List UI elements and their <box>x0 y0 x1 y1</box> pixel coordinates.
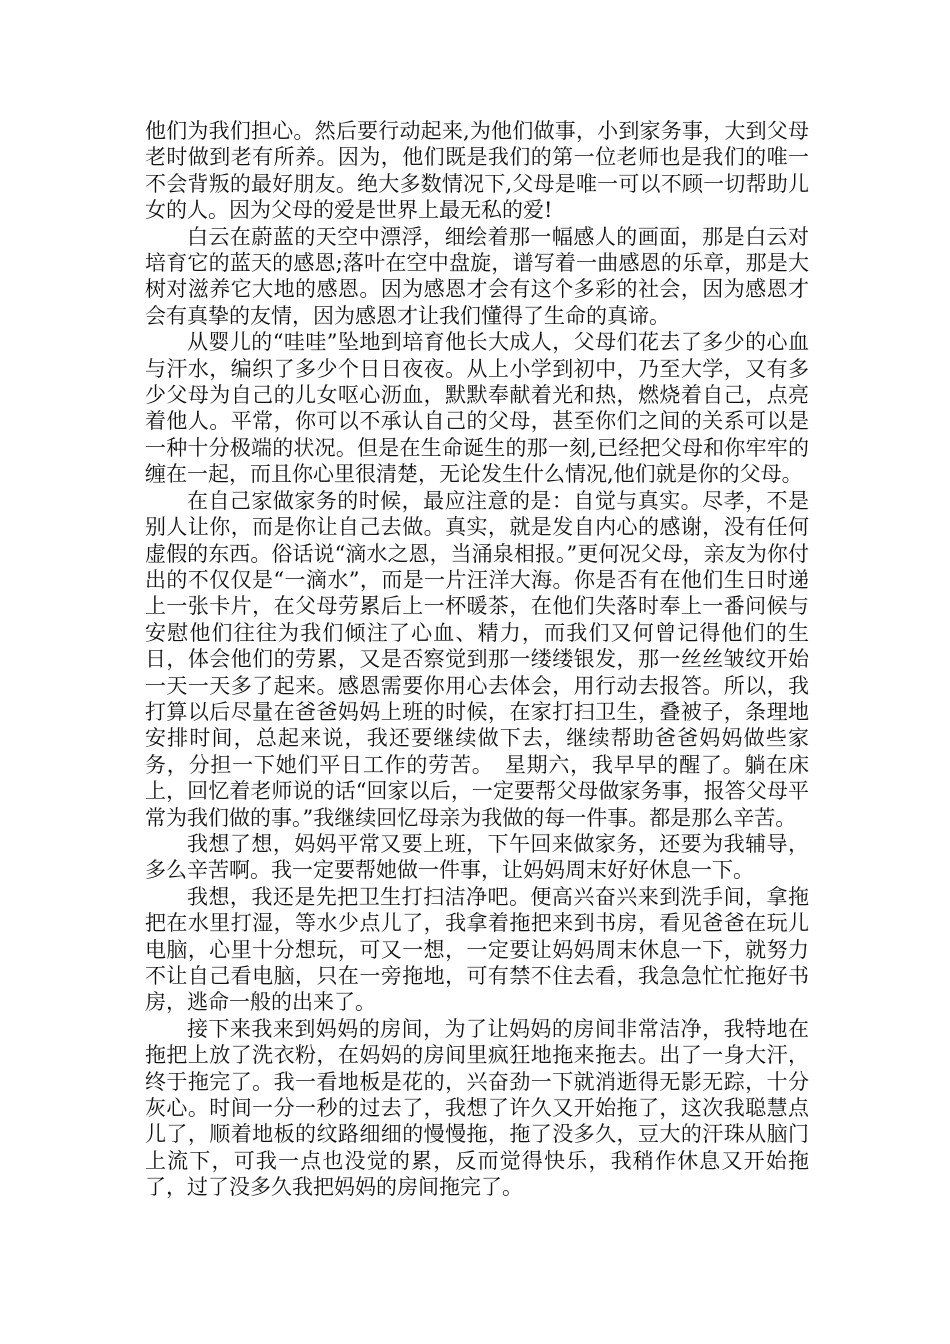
paragraph-6: 我想，我还是先把卫生打扫洁净吧。便高兴奋兴来到洗手间，拿拖把在水里打湿，等水少点儿了，我拿着拖把来到书房，看见爸爸在玩儿电脑，心里十分想玩，可又一想，一定要让妈妈周末休息一下，就努力不让自己看电脑，只在一旁拖地，可有禁不住去看，我急急忙忙拖好书房，逃命一般的出来了。 <box>145 884 809 1015</box>
paragraph-4: 在自己家做家务的时候，最应注意的是：自觉与真实。尽孝，不是别人让你，而是你让自己去做。真实，就是发自内心的感谢，没有任何虚假的东西。俗话说“滴水之恩，当涌泉相报。”更何况父母，亲友为你付出的不仅仅是“一滴水”，而是一片汪洋大海。你是否有在他们生日时递上一张卡片，在父母劳累后上一杯暖茶，在他们失落时奉上一番问候与安慰他们往往为我们倾注了心血、精力，而我们又何曾记得他们的生日，体会他们的劳累，又是否察觉到那一缕缕银发，那一丝丝皱纹开始一天一天多了起来。感恩需要你用心去体会，用行动去报答。所以，我打算以后尽量在爸爸妈妈上班的时候，在家打扫卫生，叠被子，条理地安排时间，总起来说，我还要继续做下去，继续帮助爸爸妈妈做些家务，分担一下她们平日工作的劳苦。 星期六，我早早的醒了。躺在床上，回忆着老师说的话“回家以后，一定要帮父母做家务事，报答父母平常为我们做的事。”我继续回忆母亲为我做的每一件事。都是那么辛苦。 <box>145 488 809 830</box>
paragraph-7: 接下来我来到妈妈的房间，为了让妈妈的房间非常洁净，我特地在拖把上放了洗衣粉，在妈妈的房间里疯狂地拖来拖去。出了一身大汗，终于拖完了。我一看地板是花的，兴奋劲一下就消逝得无影无踪，十分灰心。时间一分一秒的过去了，我想了许久又开始拖了，这次我聪慧点儿了，顺着地板的纹路细细的慢慢拖，拖了没多久，豆大的汗珠从脑门上流下，可我一点也没觉的累，反而觉得快乐，我稍作休息又开始拖了，过了没多久我把妈妈的房间拖完了。 <box>145 1016 809 1200</box>
document-page <box>145 118 809 1201</box>
paragraph-2: 白云在蔚蓝的天空中漂浮，细绘着那一幅感人的画面，那是白云对培育它的蓝天的感恩;落叶在空中盘旋，谱写着一曲感恩的乐章，那是大树对滋养它大地的感恩。因为感恩才会有这个多彩的社会，因为感恩才会有真挚的友情，因为感恩才让我们懂得了生命的真谛。 <box>145 224 809 328</box>
paragraph-5: 我想了想，妈妈平常又要上班，下午回来做家务，还要为我辅导，多么辛苦啊。我一定要帮她做一件事，让妈妈周末好好休息一下。 <box>145 831 809 883</box>
paragraph-3: 从婴儿的“哇哇”坠地到培育他长大成人，父母们花去了多少的心血与汗水，编织了多少个日日夜夜。从上小学到初中，乃至大学，又有多少父母为自己的儿女呕心沥血，默默奉献着光和热，燃烧着自己，点亮着他人。平常，你可以不承认自己的父母，甚至你们之间的关系可以是一种十分极端的状况。但是在生命诞生的那一刻,已经把父母和你牢牢的缠在一起，而且你心里很清楚，无论发生什么情况,他们就是你的父母。 <box>145 330 809 487</box>
paragraph-1: 他们为我们担心。然后要行动起来,为他们做事，小到家务事，大到父母老时做到老有所养。因为，他们既是我们的第一位老师也是我们的唯一不会背叛的最好朋友。绝大多数情况下,父母是唯一可以不顾一切帮助儿女的人。因为父母的爱是世界上最无私的爱! <box>145 119 809 223</box>
